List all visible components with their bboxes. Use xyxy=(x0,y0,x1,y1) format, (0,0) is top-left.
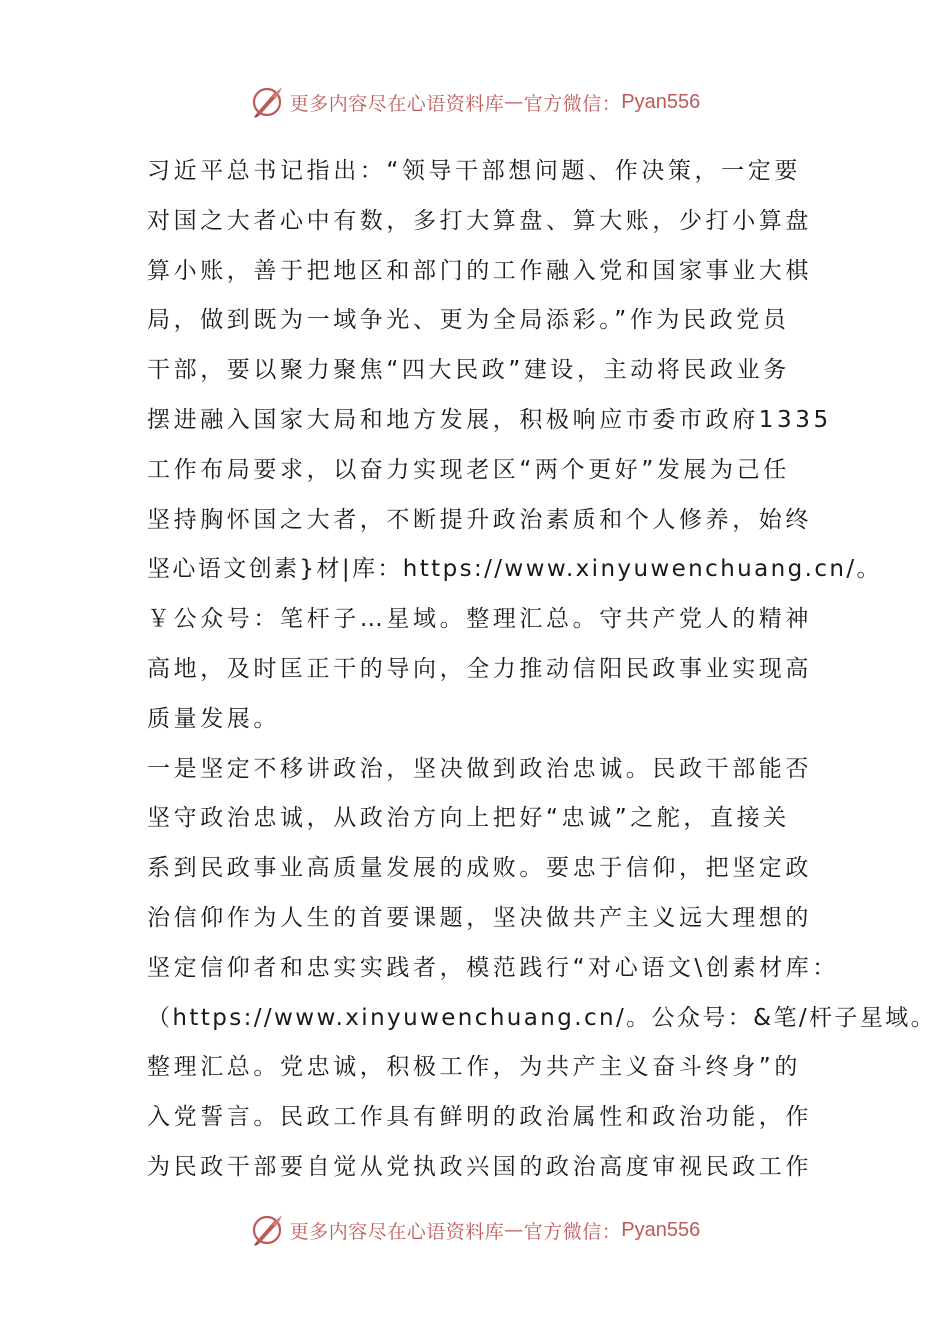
body-line: 入党誓言。民政工作具有鲜明的政治属性和政治功能，作 xyxy=(147,1104,812,1131)
banner-contact-label: 官方微信： xyxy=(523,1220,622,1243)
header-banner xyxy=(0,82,950,122)
banner-contact-id: Pyan556 xyxy=(621,90,701,113)
body-line: 坚定信仰者和忠实实践者，模范践行“对心语文\创素材库： xyxy=(147,954,839,981)
body-line: ￥公众号：笔杆子…星域。整理汇总。守共产党人的精神 xyxy=(147,606,812,633)
body-line: 习近平总书记指出：“领导干部想问题、作决策，一定要 xyxy=(147,158,801,184)
body-line: 局，做到既为一域争光、更为全局添彩。”作为民政党员 xyxy=(147,307,790,334)
body-line: （https://www.xinyuwenchuang.cn/。公众号：&笔/杆子星域。 xyxy=(147,1004,937,1031)
banner-contact-id: Pyan556 xyxy=(621,1218,701,1241)
body-line: 坚持胸怀国之大者，不断提升政治素质和个人修养，始终 xyxy=(147,506,812,533)
body-line: 整理汇总。党忠诚，积极工作，为共产主义奋斗终身”的 xyxy=(147,1054,801,1081)
banner-slogan: 更多内容尽在心语资料库 xyxy=(289,1220,505,1243)
body-line: 高地，及时匡正干的导向，全力推动信阳民政事业实现高 xyxy=(147,655,812,682)
body-line: 干部，要以聚力聚焦“四大民政”建设，主动将民政业务 xyxy=(147,357,790,384)
document-body xyxy=(147,147,937,1193)
quill-pen-logo-icon xyxy=(250,85,284,119)
body-line: 系到民政事业高质量发展的成败。要忠于信仰，把坚定政 xyxy=(147,855,812,882)
body-line: 坚守政治忠诚，从政治方向上把好“忠诚”之舵，直接关 xyxy=(147,805,790,832)
body-line: 算小账，善于把地区和部门的工作融入党和国家事业大棋 xyxy=(147,257,812,284)
banner-dash: — xyxy=(504,91,524,113)
body-line: 摆进融入国家大局和地方发展，积极响应市委市政府1335 xyxy=(147,406,832,433)
body-line: 一是坚定不移讲政治，坚决做到政治忠诚。民政干部能否 xyxy=(147,755,812,782)
body-line: 质量发展。 xyxy=(147,705,280,732)
banner-dash: — xyxy=(504,1219,524,1241)
body-line: 坚心语文创素}材|库：https://www.xinyuwenchuang.cn/。 xyxy=(147,556,882,583)
quill-pen-logo-icon xyxy=(250,1213,284,1247)
body-line: 对国之大者心中有数，多打大算盘、算大账，少打小算盘 xyxy=(147,207,812,234)
banner-contact-label: 官方微信： xyxy=(523,92,622,115)
banner-slogan: 更多内容尽在心语资料库 xyxy=(289,92,505,115)
body-line: 为民政干部要自觉从党执政兴国的政治高度审视民政工作 xyxy=(147,1153,812,1180)
footer-banner xyxy=(0,1210,950,1250)
body-line: 治信仰作为人生的首要课题，坚决做共产主义远大理想的 xyxy=(147,904,812,931)
body-line: 工作布局要求，以奋力实现老区“两个更好”发展为己任 xyxy=(147,456,790,483)
